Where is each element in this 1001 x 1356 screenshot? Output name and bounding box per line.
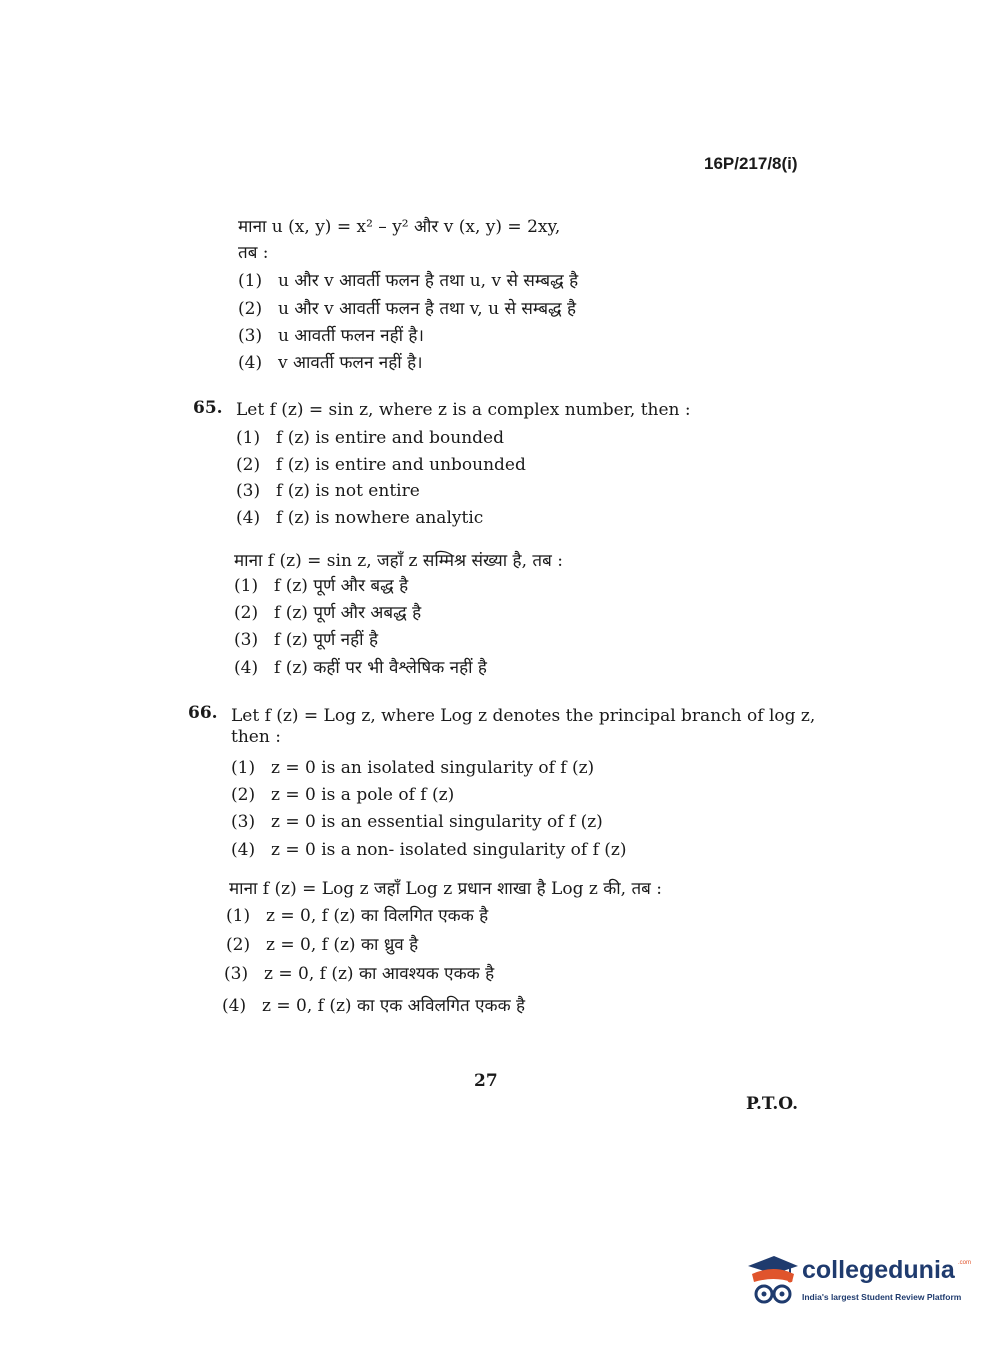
option-text: f (z) पूर्ण और अबद्ध है [274, 603, 422, 623]
option-number: (2) [234, 603, 259, 623]
option-number: (4) [231, 840, 256, 860]
q66-option-4 [231, 840, 627, 860]
option-number: (1) [236, 428, 261, 448]
option-number: (1) [231, 758, 256, 778]
q66-option-1 [231, 758, 594, 778]
option-number: (3) [234, 630, 259, 650]
option-number: (1) [238, 271, 263, 291]
q66-hindi-option-1 [226, 903, 488, 926]
paper-code: 16P/217/8(i) [704, 154, 798, 173]
q65-hindi-stem: माना f (z) = sin z, जहाँ z सम्मिश्र संख्या है, तब : [234, 551, 563, 571]
option-text: z = 0, f (z) का एक अविलगित एकक है [262, 996, 526, 1016]
option-text: z = 0 is a pole of f (z) [271, 785, 455, 805]
q65-option-2 [236, 455, 526, 475]
option-number: (3) [231, 812, 256, 832]
option-text: f (z) is entire and bounded [276, 428, 504, 448]
q64-hindi-option-3 [238, 323, 424, 346]
q65-hindi-option-3 [234, 627, 378, 650]
q65-option-1 [236, 428, 504, 448]
brand-name: collegedunia [802, 1256, 955, 1284]
option-number: (2) [236, 455, 261, 475]
option-number: (4) [238, 353, 263, 373]
option-text: z = 0, f (z) का आवश्यक एकक है [264, 964, 495, 984]
q66-hindi-option-3 [224, 961, 494, 984]
q66-option-2 [231, 785, 454, 805]
option-text: v आवर्ती फलन नहीं है। [278, 353, 423, 373]
q64-hindi-stem: माना u (x, y) = x² – y² और v (x, y) = 2xy, [238, 217, 561, 237]
option-number: (3) [238, 326, 263, 346]
collegedunia-watermark [744, 1252, 972, 1314]
q64-hindi-option-1 [238, 268, 578, 291]
q66-hindi-option-4 [222, 993, 525, 1016]
option-text: z = 0 is a non- isolated singularity of f (z) [271, 840, 627, 860]
option-number: (1) [226, 906, 251, 926]
option-number: (1) [234, 576, 259, 596]
q66-option-3 [231, 812, 603, 832]
question-number: 65. [193, 398, 223, 418]
q64-hindi-then: तब : [238, 243, 269, 263]
option-text: u आवर्ती फलन नहीं है। [278, 326, 424, 346]
question-number: 66. [188, 703, 218, 723]
question-stem: Let f (z) = sin z, where z is a complex number, then : [236, 400, 691, 420]
option-text: z = 0 is an essential singularity of f (z) [271, 812, 603, 832]
option-text: f (z) पूर्ण नहीं है [274, 630, 378, 650]
brand-tagline: India's largest Student Review Platform [802, 1292, 962, 1302]
option-number: (4) [236, 508, 261, 528]
option-number: (4) [234, 658, 259, 678]
option-text: f (z) is not entire [276, 481, 420, 501]
q64-hindi-option-2 [238, 296, 576, 319]
q65-option-4 [236, 508, 483, 528]
q65-hindi-option-2 [234, 600, 421, 623]
pto-label: P.T.O. [746, 1094, 798, 1114]
q65-hindi-option-4 [234, 655, 487, 678]
option-text: u और v आवर्ती फलन है तथा v, u से सम्बद्ध है [278, 299, 577, 319]
option-number: (4) [222, 996, 247, 1016]
option-text: f (z) पूर्ण और बद्ध है [274, 576, 409, 596]
option-number: (2) [226, 935, 251, 955]
option-number: (2) [238, 299, 263, 319]
question-stem-line-2: then : [231, 727, 281, 747]
mascot-icon [744, 1252, 800, 1314]
option-number: (3) [224, 964, 249, 984]
q66-hindi-stem: माना f (z) = Log z जहाँ Log z प्रधान शाखा है Log z की, तब : [229, 879, 663, 899]
option-text: f (z) is entire and unbounded [276, 455, 526, 475]
q65-option-3 [236, 481, 420, 501]
option-text: f (z) कहीं पर भी वैश्लेषिक नहीं है [274, 658, 487, 678]
option-text: u और v आवर्ती फलन है तथा u, v से सम्बद्ध है [278, 271, 579, 291]
option-text: z = 0 is an isolated singularity of f (z) [271, 758, 595, 778]
option-number: (2) [231, 785, 256, 805]
brand-domain: .com [958, 1260, 972, 1266]
q66-hindi-option-2 [226, 932, 418, 955]
option-text: z = 0, f (z) का ध्रुव है [266, 935, 419, 955]
page-number: 27 [474, 1071, 498, 1091]
option-text: z = 0, f (z) का विलगित एकक है [266, 906, 489, 926]
q64-hindi-option-4 [238, 350, 423, 373]
option-number: (3) [236, 481, 261, 501]
option-text: f (z) is nowhere analytic [276, 508, 484, 528]
question-stem-line-1: Let f (z) = Log z, where Log z denotes the principal branch of log z, [231, 706, 816, 726]
q65-hindi-option-1 [234, 573, 408, 596]
